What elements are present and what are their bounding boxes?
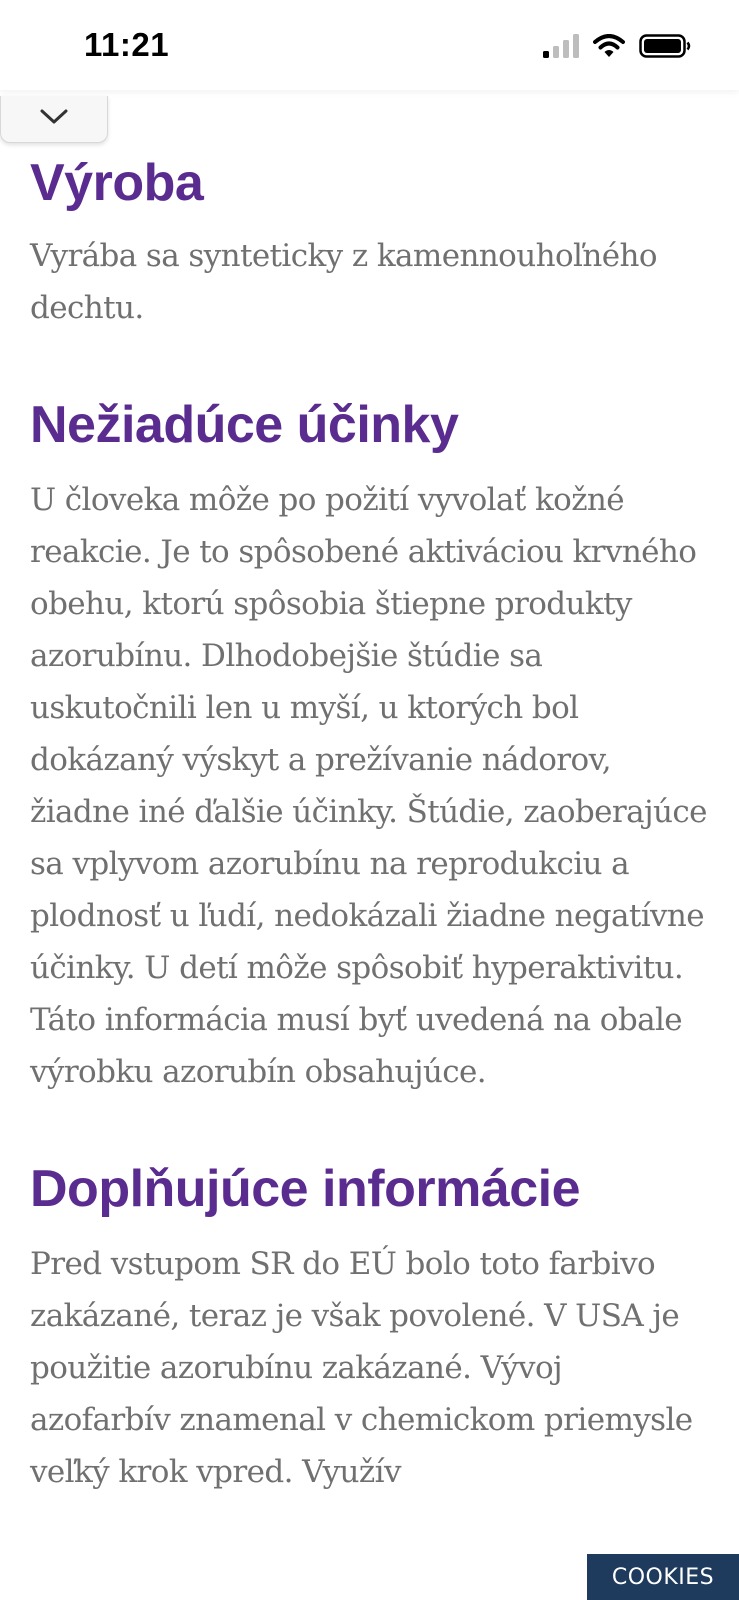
- section-text-vyroba: Vyrába sa synteticky z kamennouhoľného dechtu.: [30, 238, 657, 326]
- cookies-button[interactable]: COOKIES: [587, 1554, 739, 1600]
- section-title-doplnujuce-informacie: Doplňujúce informácie: [30, 1160, 581, 1218]
- cellular-signal-icon: [543, 34, 579, 62]
- wifi-icon: [593, 34, 625, 62]
- status-bar: [0, 0, 739, 90]
- section-text-doplnujuce-informacie: Pred vstupom SR do EÚ bolo toto farbivo zakázané, teraz je však povolené. V USA je použitie azorubínu zakázané. Vývoj azofarbív znamenal v chemickom priemysle veľký krok vpred. Využív: [30, 1246, 693, 1490]
- collapse-toggle-button[interactable]: [0, 96, 108, 143]
- section-title-vyroba: Výroba: [30, 154, 204, 212]
- battery-icon: [639, 34, 691, 62]
- section-text-neziaduce-ucinky: U človeka môže po požití vyvolať kožné reakcie. Je to spôsobené aktiváciou krvného obehu, ktorú spôsobia štiepne produkty azorubínu. Dlhodobejšie štúdie sa uskutočnili len u myší, u ktorých bol dokázaný výskyt a prežívanie nádorov, žiadne iné ďalšie účinky. Štúdie, zaoberajúce sa vplyvom azorubínu na reprodukciu a plodnosť u ľudí, nedokázali žiadne negatívne účinky. U detí môže spôsobiť hyperaktivitu. Táto informácia musí byť uvedená na obale výrobku azorubín obsahujúce.: [30, 482, 707, 1090]
- status-time: 11:21: [84, 26, 170, 63]
- section-title-neziaduce-ucinky: Nežiadúce účinky: [30, 396, 459, 454]
- status-icons: [543, 34, 691, 62]
- article-content: [30, 148, 710, 1498]
- chevron-down-icon: [39, 108, 69, 130]
